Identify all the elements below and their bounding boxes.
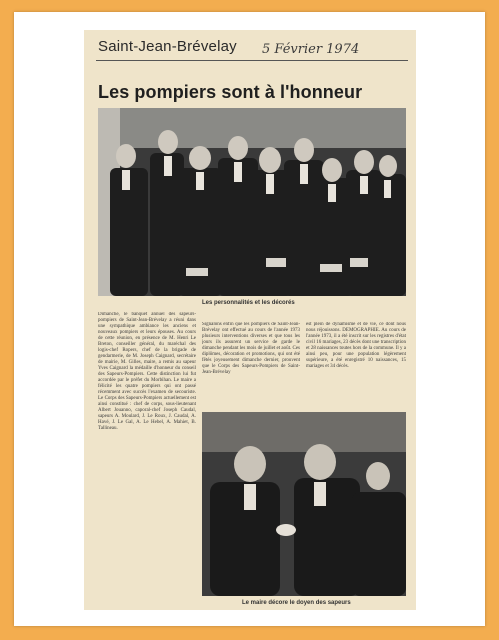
bottom-photo-caption: Le maire décore le doyen des sapeurs: [242, 600, 351, 606]
article-column-1-text: Dimanche, le banquet annuel des sapeurs-pompiers de Saint-Jean-Brévelay a réuni dans une sympathique ambiance les anciens et nouveaux pompiers et leurs épouses. Au cours de cette réunion, en présence de M. Henri Le Breton, conseiller général, du maréchal des logis-chef Ropers, chef de la brigade de gendarmerie, de M. Joseph Caignard, secrétaire de mairie, M. Gilles, maire, a remis au sapeur Yves Caignard la médaille d'honneur du conseil des Sapeurs-Pompiers. Cette distinction lui fut accordée par le préfet du Morbihan. Le maire a félicité les quatre pompiers qui ont passé récemment avec succès l'examen de secouriste. Le Corps des Sapeurs-Pompiers actuellement est ainsi constitué : chef de corps, sous-lieutenant Albert Jouanno, caporal-chef Joseph Caudal, sapeurs A. Moulard, J. Le Roux, J. Caudal, A. Havé, J. Le Gal, A. Le Hebel, A. Mahiet, B. Tallineau.: [98, 312, 196, 431]
article-column-2-text: Signalons enfin que les pompiers de Saint-Jean-Brévelay ont effectué au cours de l'année 1973 plusieurs interventions diverses et que tous les jours ils assurent un service de garde le dimanche pendant les mois de juillet et août. Ces diplômes, décoration et promotions, qui ont été fêtés joyeusement dimanche dernier, prouvent que le Corps des Sapeurs-Pompiers de Saint-Jean-Brévelay: [202, 322, 300, 375]
article-column-3-text: est plein de dynamisme et de vie, ce dont nous nous réjouissons. DEMOGRAPHIE. Au cours de l'année 1973, il a été inscrit sur les registres d'état civil 16 mariages, 23 décès dont une transcription et 28 naissances toutes hors de la commune. Il y a ainsi peu, pour une population légèrement supérieure, a été enregistré 10 naissances, 15 mariages et 34 décès.: [306, 322, 406, 369]
article-column-2: [202, 322, 300, 404]
group-photo: [98, 108, 406, 296]
ceremony-photo-image: [202, 412, 406, 596]
ceremony-photo: [202, 412, 406, 596]
group-photo-image: [98, 108, 406, 296]
top-photo-caption: Les personnalités et les décorés: [202, 300, 295, 306]
town-heading: Saint-Jean-Brévelay: [98, 38, 237, 55]
header-rule: [96, 60, 408, 61]
article-column-3: [306, 322, 406, 404]
newspaper-clipping: [84, 30, 416, 610]
handwritten-date: 5 Février 1974: [262, 42, 360, 57]
article-column-1: [98, 312, 196, 604]
headline: Les pompiers sont à l'honneur: [98, 82, 363, 102]
